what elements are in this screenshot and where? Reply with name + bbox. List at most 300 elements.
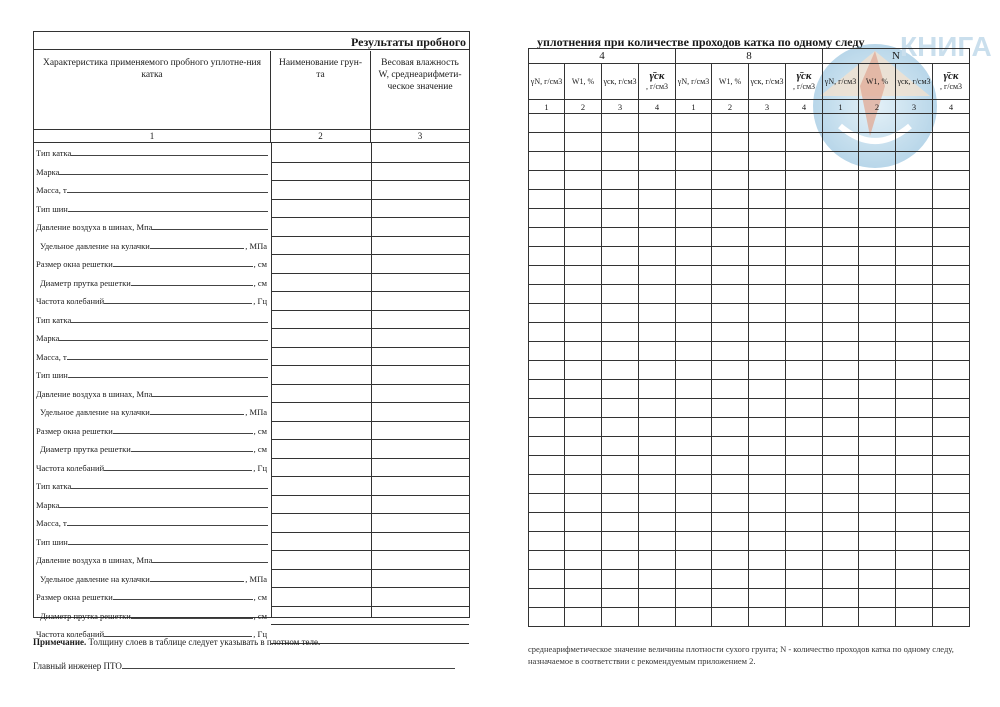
data-cell[interactable] bbox=[602, 570, 639, 589]
data-cell[interactable] bbox=[712, 418, 749, 437]
data-cell[interactable] bbox=[529, 133, 565, 152]
data-cell[interactable] bbox=[676, 570, 712, 589]
data-cell[interactable] bbox=[786, 133, 823, 152]
data-cell[interactable] bbox=[712, 456, 749, 475]
data-cell[interactable] bbox=[602, 190, 639, 209]
data-cell[interactable] bbox=[749, 152, 786, 171]
data-cell[interactable] bbox=[859, 380, 896, 399]
data-cell[interactable] bbox=[639, 285, 676, 304]
data-cell[interactable] bbox=[565, 152, 602, 171]
data-cell[interactable] bbox=[749, 551, 786, 570]
data-cell[interactable] bbox=[639, 304, 676, 323]
data-cell[interactable] bbox=[529, 228, 565, 247]
data-cell[interactable] bbox=[565, 190, 602, 209]
characteristic-blank[interactable] bbox=[67, 181, 268, 193]
data-cell[interactable] bbox=[565, 456, 602, 475]
data-cell[interactable] bbox=[712, 133, 749, 152]
data-cell[interactable] bbox=[712, 475, 749, 494]
data-cell[interactable] bbox=[749, 285, 786, 304]
data-cell[interactable] bbox=[823, 589, 859, 608]
data-cell[interactable] bbox=[859, 304, 896, 323]
data-cell[interactable] bbox=[786, 589, 823, 608]
data-cell[interactable] bbox=[676, 494, 712, 513]
data-cell[interactable] bbox=[896, 475, 933, 494]
data-cell[interactable] bbox=[565, 361, 602, 380]
data-cell[interactable] bbox=[565, 171, 602, 190]
characteristic-blank[interactable] bbox=[150, 237, 244, 249]
data-cell[interactable] bbox=[529, 247, 565, 266]
data-cell[interactable] bbox=[823, 266, 859, 285]
data-cell[interactable] bbox=[896, 589, 933, 608]
data-cell[interactable] bbox=[639, 323, 676, 342]
data-cell[interactable] bbox=[786, 285, 823, 304]
data-cell[interactable] bbox=[933, 266, 970, 285]
data-cell[interactable] bbox=[529, 570, 565, 589]
data-cell[interactable] bbox=[676, 209, 712, 228]
data-cell[interactable] bbox=[712, 570, 749, 589]
data-cell[interactable] bbox=[529, 152, 565, 171]
characteristic-blank[interactable] bbox=[131, 440, 253, 452]
characteristic-blank[interactable] bbox=[71, 477, 268, 489]
data-cell[interactable] bbox=[749, 304, 786, 323]
characteristic-blank[interactable] bbox=[59, 496, 268, 508]
data-cell[interactable] bbox=[565, 437, 602, 456]
data-cell[interactable] bbox=[565, 475, 602, 494]
data-cell[interactable] bbox=[823, 608, 859, 627]
data-cell[interactable] bbox=[786, 475, 823, 494]
data-cell[interactable] bbox=[933, 513, 970, 532]
data-cell[interactable] bbox=[676, 152, 712, 171]
data-cell[interactable] bbox=[529, 380, 565, 399]
data-cell[interactable] bbox=[565, 494, 602, 513]
data-cell[interactable] bbox=[602, 551, 639, 570]
data-cell[interactable] bbox=[823, 190, 859, 209]
data-cell[interactable] bbox=[602, 456, 639, 475]
data-cell[interactable] bbox=[676, 456, 712, 475]
data-cell[interactable] bbox=[639, 114, 676, 133]
data-cell[interactable] bbox=[823, 133, 859, 152]
data-cell[interactable] bbox=[896, 190, 933, 209]
data-cell[interactable] bbox=[602, 228, 639, 247]
data-cell[interactable] bbox=[529, 114, 565, 133]
data-cell[interactable] bbox=[823, 114, 859, 133]
data-cell[interactable] bbox=[749, 570, 786, 589]
data-cell[interactable] bbox=[529, 513, 565, 532]
data-cell[interactable] bbox=[896, 133, 933, 152]
data-cell[interactable] bbox=[639, 532, 676, 551]
data-cell[interactable] bbox=[565, 285, 602, 304]
data-cell[interactable] bbox=[749, 247, 786, 266]
data-cell[interactable] bbox=[602, 152, 639, 171]
data-cell[interactable] bbox=[859, 228, 896, 247]
data-cell[interactable] bbox=[602, 323, 639, 342]
data-cell[interactable] bbox=[933, 532, 970, 551]
data-cell[interactable] bbox=[896, 437, 933, 456]
data-cell[interactable] bbox=[933, 570, 970, 589]
data-cell[interactable] bbox=[676, 304, 712, 323]
data-cell[interactable] bbox=[823, 570, 859, 589]
data-cell[interactable] bbox=[712, 171, 749, 190]
data-cell[interactable] bbox=[933, 323, 970, 342]
data-cell[interactable] bbox=[639, 380, 676, 399]
data-cell[interactable] bbox=[749, 171, 786, 190]
data-cell[interactable] bbox=[896, 494, 933, 513]
data-cell[interactable] bbox=[786, 190, 823, 209]
data-cell[interactable] bbox=[786, 342, 823, 361]
data-cell[interactable] bbox=[749, 342, 786, 361]
data-cell[interactable] bbox=[565, 209, 602, 228]
data-cell[interactable] bbox=[529, 494, 565, 513]
data-cell[interactable] bbox=[676, 589, 712, 608]
data-cell[interactable] bbox=[786, 456, 823, 475]
data-cell[interactable] bbox=[639, 209, 676, 228]
data-cell[interactable] bbox=[529, 285, 565, 304]
characteristic-blank[interactable] bbox=[152, 385, 268, 397]
data-cell[interactable] bbox=[565, 570, 602, 589]
data-cell[interactable] bbox=[786, 513, 823, 532]
data-cell[interactable] bbox=[639, 456, 676, 475]
data-cell[interactable] bbox=[712, 247, 749, 266]
data-cell[interactable] bbox=[786, 494, 823, 513]
data-cell[interactable] bbox=[859, 570, 896, 589]
data-cell[interactable] bbox=[933, 361, 970, 380]
data-cell[interactable] bbox=[712, 494, 749, 513]
data-cell[interactable] bbox=[565, 513, 602, 532]
data-cell[interactable] bbox=[933, 399, 970, 418]
data-cell[interactable] bbox=[565, 608, 602, 627]
data-cell[interactable] bbox=[823, 475, 859, 494]
data-cell[interactable] bbox=[859, 114, 896, 133]
data-cell[interactable] bbox=[933, 114, 970, 133]
data-cell[interactable] bbox=[565, 133, 602, 152]
data-cell[interactable] bbox=[933, 551, 970, 570]
data-cell[interactable] bbox=[749, 418, 786, 437]
data-cell[interactable] bbox=[823, 380, 859, 399]
data-cell[interactable] bbox=[749, 608, 786, 627]
data-cell[interactable] bbox=[933, 380, 970, 399]
data-cell[interactable] bbox=[823, 323, 859, 342]
data-cell[interactable] bbox=[859, 266, 896, 285]
data-cell[interactable] bbox=[933, 304, 970, 323]
data-cell[interactable] bbox=[529, 589, 565, 608]
data-cell[interactable] bbox=[823, 304, 859, 323]
data-cell[interactable] bbox=[786, 399, 823, 418]
data-cell[interactable] bbox=[749, 266, 786, 285]
data-cell[interactable] bbox=[676, 437, 712, 456]
data-cell[interactable] bbox=[639, 513, 676, 532]
data-cell[interactable] bbox=[676, 114, 712, 133]
data-cell[interactable] bbox=[565, 228, 602, 247]
data-cell[interactable] bbox=[859, 608, 896, 627]
data-cell[interactable] bbox=[786, 361, 823, 380]
characteristic-blank[interactable] bbox=[131, 274, 253, 286]
data-cell[interactable] bbox=[529, 266, 565, 285]
characteristic-blank[interactable] bbox=[152, 551, 268, 563]
data-cell[interactable] bbox=[749, 475, 786, 494]
data-cell[interactable] bbox=[565, 266, 602, 285]
data-cell[interactable] bbox=[896, 114, 933, 133]
data-cell[interactable] bbox=[712, 114, 749, 133]
characteristic-blank[interactable] bbox=[104, 625, 252, 637]
data-cell[interactable] bbox=[639, 570, 676, 589]
data-cell[interactable] bbox=[859, 285, 896, 304]
data-cell[interactable] bbox=[786, 209, 823, 228]
data-cell[interactable] bbox=[896, 513, 933, 532]
data-cell[interactable] bbox=[712, 551, 749, 570]
data-cell[interactable] bbox=[602, 513, 639, 532]
data-cell[interactable] bbox=[676, 342, 712, 361]
data-cell[interactable] bbox=[712, 285, 749, 304]
data-cell[interactable] bbox=[749, 437, 786, 456]
data-cell[interactable] bbox=[639, 342, 676, 361]
data-cell[interactable] bbox=[565, 589, 602, 608]
data-cell[interactable] bbox=[786, 171, 823, 190]
data-cell[interactable] bbox=[823, 209, 859, 228]
data-cell[interactable] bbox=[749, 114, 786, 133]
data-cell[interactable] bbox=[859, 209, 896, 228]
data-cell[interactable] bbox=[529, 342, 565, 361]
data-cell[interactable] bbox=[712, 361, 749, 380]
data-cell[interactable] bbox=[859, 513, 896, 532]
data-cell[interactable] bbox=[896, 361, 933, 380]
data-cell[interactable] bbox=[639, 608, 676, 627]
data-cell[interactable] bbox=[712, 209, 749, 228]
data-cell[interactable] bbox=[749, 133, 786, 152]
data-cell[interactable] bbox=[602, 399, 639, 418]
data-cell[interactable] bbox=[712, 152, 749, 171]
data-cell[interactable] bbox=[712, 532, 749, 551]
data-cell[interactable] bbox=[639, 399, 676, 418]
characteristic-blank[interactable] bbox=[113, 588, 253, 600]
data-cell[interactable] bbox=[529, 418, 565, 437]
data-cell[interactable] bbox=[639, 475, 676, 494]
data-cell[interactable] bbox=[859, 589, 896, 608]
data-cell[interactable] bbox=[602, 361, 639, 380]
data-cell[interactable] bbox=[859, 171, 896, 190]
data-cell[interactable] bbox=[749, 589, 786, 608]
data-cell[interactable] bbox=[529, 190, 565, 209]
signature-blank[interactable] bbox=[122, 659, 455, 669]
data-cell[interactable] bbox=[712, 190, 749, 209]
data-cell[interactable] bbox=[859, 437, 896, 456]
data-cell[interactable] bbox=[933, 247, 970, 266]
characteristic-blank[interactable] bbox=[152, 218, 268, 230]
data-cell[interactable] bbox=[786, 532, 823, 551]
data-cell[interactable] bbox=[823, 152, 859, 171]
data-cell[interactable] bbox=[602, 133, 639, 152]
data-cell[interactable] bbox=[896, 399, 933, 418]
data-cell[interactable] bbox=[565, 247, 602, 266]
data-cell[interactable] bbox=[565, 342, 602, 361]
characteristic-blank[interactable] bbox=[104, 292, 252, 304]
data-cell[interactable] bbox=[859, 532, 896, 551]
data-cell[interactable] bbox=[712, 513, 749, 532]
data-cell[interactable] bbox=[639, 171, 676, 190]
data-cell[interactable] bbox=[749, 513, 786, 532]
data-cell[interactable] bbox=[823, 532, 859, 551]
data-cell[interactable] bbox=[529, 551, 565, 570]
characteristic-blank[interactable] bbox=[67, 348, 268, 360]
data-cell[interactable] bbox=[933, 190, 970, 209]
data-cell[interactable] bbox=[639, 551, 676, 570]
data-cell[interactable] bbox=[933, 171, 970, 190]
characteristic-blank[interactable] bbox=[113, 255, 253, 267]
data-cell[interactable] bbox=[639, 190, 676, 209]
data-cell[interactable] bbox=[933, 475, 970, 494]
data-cell[interactable] bbox=[602, 266, 639, 285]
characteristic-blank[interactable] bbox=[71, 144, 268, 156]
data-cell[interactable] bbox=[565, 551, 602, 570]
data-cell[interactable] bbox=[676, 133, 712, 152]
data-cell[interactable] bbox=[896, 342, 933, 361]
data-cell[interactable] bbox=[823, 456, 859, 475]
characteristic-blank[interactable] bbox=[68, 533, 268, 545]
data-cell[interactable] bbox=[565, 114, 602, 133]
characteristic-blank[interactable] bbox=[59, 163, 268, 175]
data-cell[interactable] bbox=[823, 513, 859, 532]
characteristic-blank[interactable] bbox=[150, 403, 244, 415]
data-cell[interactable] bbox=[786, 304, 823, 323]
data-cell[interactable] bbox=[676, 399, 712, 418]
data-cell[interactable] bbox=[896, 418, 933, 437]
data-cell[interactable] bbox=[823, 551, 859, 570]
data-cell[interactable] bbox=[859, 342, 896, 361]
data-cell[interactable] bbox=[859, 152, 896, 171]
data-cell[interactable] bbox=[749, 190, 786, 209]
data-cell[interactable] bbox=[676, 190, 712, 209]
data-cell[interactable] bbox=[859, 190, 896, 209]
data-cell[interactable] bbox=[676, 171, 712, 190]
characteristic-blank[interactable] bbox=[131, 607, 253, 619]
data-cell[interactable] bbox=[565, 418, 602, 437]
data-cell[interactable] bbox=[712, 380, 749, 399]
data-cell[interactable] bbox=[823, 399, 859, 418]
data-cell[interactable] bbox=[933, 437, 970, 456]
data-cell[interactable] bbox=[602, 589, 639, 608]
data-cell[interactable] bbox=[823, 228, 859, 247]
data-cell[interactable] bbox=[529, 209, 565, 228]
data-cell[interactable] bbox=[749, 380, 786, 399]
data-cell[interactable] bbox=[859, 494, 896, 513]
data-cell[interactable] bbox=[786, 247, 823, 266]
data-cell[interactable] bbox=[565, 323, 602, 342]
characteristic-blank[interactable] bbox=[150, 570, 244, 582]
data-cell[interactable] bbox=[896, 171, 933, 190]
data-cell[interactable] bbox=[639, 494, 676, 513]
data-cell[interactable] bbox=[749, 361, 786, 380]
data-cell[interactable] bbox=[565, 532, 602, 551]
data-cell[interactable] bbox=[896, 209, 933, 228]
data-cell[interactable] bbox=[712, 304, 749, 323]
data-cell[interactable] bbox=[602, 171, 639, 190]
data-cell[interactable] bbox=[602, 380, 639, 399]
data-cell[interactable] bbox=[859, 456, 896, 475]
data-cell[interactable] bbox=[823, 418, 859, 437]
data-cell[interactable] bbox=[859, 133, 896, 152]
data-cell[interactable] bbox=[529, 171, 565, 190]
data-cell[interactable] bbox=[639, 361, 676, 380]
data-cell[interactable] bbox=[639, 418, 676, 437]
data-cell[interactable] bbox=[786, 551, 823, 570]
data-cell[interactable] bbox=[786, 570, 823, 589]
data-cell[interactable] bbox=[529, 456, 565, 475]
data-cell[interactable] bbox=[823, 342, 859, 361]
data-cell[interactable] bbox=[639, 247, 676, 266]
data-cell[interactable] bbox=[602, 494, 639, 513]
data-cell[interactable] bbox=[712, 342, 749, 361]
data-cell[interactable] bbox=[823, 437, 859, 456]
data-cell[interactable] bbox=[896, 228, 933, 247]
data-cell[interactable] bbox=[933, 133, 970, 152]
data-cell[interactable] bbox=[676, 266, 712, 285]
data-cell[interactable] bbox=[896, 304, 933, 323]
data-cell[interactable] bbox=[529, 323, 565, 342]
data-cell[interactable] bbox=[786, 380, 823, 399]
characteristic-blank[interactable] bbox=[68, 200, 268, 212]
data-cell[interactable] bbox=[896, 323, 933, 342]
data-cell[interactable] bbox=[933, 342, 970, 361]
data-cell[interactable] bbox=[859, 247, 896, 266]
data-cell[interactable] bbox=[676, 228, 712, 247]
data-cell[interactable] bbox=[786, 152, 823, 171]
data-cell[interactable] bbox=[896, 247, 933, 266]
data-cell[interactable] bbox=[676, 608, 712, 627]
data-cell[interactable] bbox=[933, 228, 970, 247]
data-cell[interactable] bbox=[712, 399, 749, 418]
data-cell[interactable] bbox=[602, 342, 639, 361]
data-cell[interactable] bbox=[529, 361, 565, 380]
data-cell[interactable] bbox=[786, 437, 823, 456]
data-cell[interactable] bbox=[823, 247, 859, 266]
characteristic-blank[interactable] bbox=[104, 459, 252, 471]
characteristic-blank[interactable] bbox=[68, 366, 268, 378]
data-cell[interactable] bbox=[896, 608, 933, 627]
data-cell[interactable] bbox=[749, 399, 786, 418]
data-cell[interactable] bbox=[639, 152, 676, 171]
data-cell[interactable] bbox=[676, 418, 712, 437]
data-cell[interactable] bbox=[786, 323, 823, 342]
data-cell[interactable] bbox=[602, 285, 639, 304]
data-cell[interactable] bbox=[896, 285, 933, 304]
data-cell[interactable] bbox=[529, 437, 565, 456]
data-cell[interactable] bbox=[823, 171, 859, 190]
data-cell[interactable] bbox=[933, 456, 970, 475]
data-cell[interactable] bbox=[602, 418, 639, 437]
data-cell[interactable] bbox=[786, 608, 823, 627]
data-cell[interactable] bbox=[933, 209, 970, 228]
data-cell[interactable] bbox=[896, 551, 933, 570]
data-cell[interactable] bbox=[676, 475, 712, 494]
data-cell[interactable] bbox=[933, 285, 970, 304]
data-cell[interactable] bbox=[676, 551, 712, 570]
data-cell[interactable] bbox=[602, 304, 639, 323]
data-cell[interactable] bbox=[859, 323, 896, 342]
data-cell[interactable] bbox=[786, 228, 823, 247]
data-cell[interactable] bbox=[639, 133, 676, 152]
data-cell[interactable] bbox=[529, 532, 565, 551]
data-cell[interactable] bbox=[712, 228, 749, 247]
characteristic-blank[interactable] bbox=[113, 422, 253, 434]
data-cell[interactable] bbox=[676, 323, 712, 342]
data-cell[interactable] bbox=[676, 285, 712, 304]
data-cell[interactable] bbox=[749, 532, 786, 551]
data-cell[interactable] bbox=[896, 532, 933, 551]
data-cell[interactable] bbox=[639, 228, 676, 247]
data-cell[interactable] bbox=[823, 494, 859, 513]
data-cell[interactable] bbox=[859, 475, 896, 494]
data-cell[interactable] bbox=[529, 608, 565, 627]
data-cell[interactable] bbox=[859, 418, 896, 437]
